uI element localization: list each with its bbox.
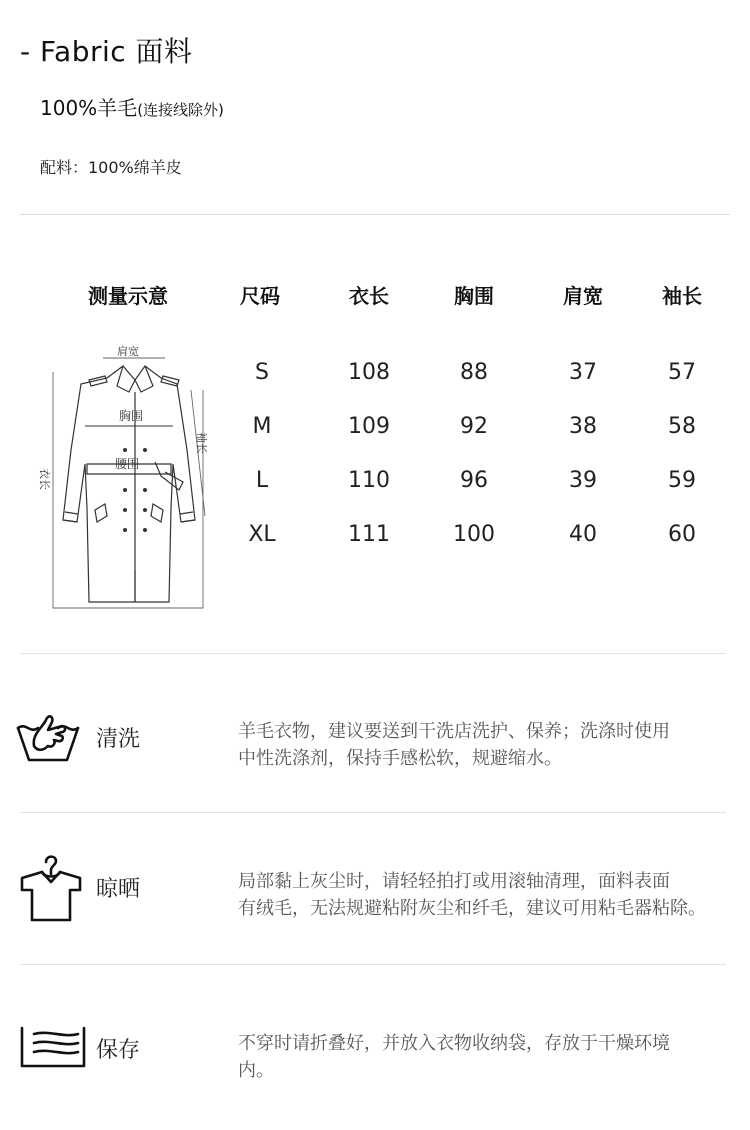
- diagram-label-waist: 腰围: [115, 457, 140, 471]
- divider: [20, 653, 726, 654]
- cell-length: 110: [348, 468, 390, 493]
- cell-size: S: [255, 360, 269, 385]
- cell-sleeve: 58: [668, 414, 696, 439]
- care-text-dry: [238, 868, 706, 922]
- header-measure: 测量示意: [88, 284, 168, 308]
- care-label-store: 保存: [96, 1038, 141, 1063]
- cell-length: 111: [348, 522, 390, 547]
- care-label-wash: 清洗: [96, 727, 141, 752]
- fabric-lining: 配料：100%绵羊皮: [40, 158, 182, 177]
- cell-chest: 100: [453, 522, 495, 547]
- fabric-title: - Fabric 面料: [20, 35, 193, 68]
- cell-chest: 96: [460, 468, 488, 493]
- care-label-dry: 晾晒: [96, 877, 141, 902]
- diagram-label-length: 衣长: [38, 468, 51, 490]
- fabric-main: [40, 92, 224, 121]
- coat-measurement-diagram: [38, 340, 220, 615]
- cell-shoulder: 38: [569, 414, 597, 439]
- cell-sleeve: 60: [668, 522, 696, 547]
- care-text-line: 不穿时请折叠好，并放入衣物收纳袋，存放于干燥环境: [238, 1033, 670, 1054]
- cell-chest: 88: [460, 360, 488, 385]
- divider: [20, 214, 730, 215]
- cell-sleeve: 57: [668, 360, 696, 385]
- care-text-line: 局部黏上灰尘时，请轻轻拍打或用滚轴清理，面料表面: [238, 871, 670, 892]
- cell-length: 108: [348, 360, 390, 385]
- cell-length: 109: [348, 414, 390, 439]
- header-size: 尺码: [240, 284, 280, 308]
- care-text-line: 内。: [238, 1060, 274, 1081]
- hand-wash-icon: [16, 708, 80, 764]
- diagram-label-sleeve: 袖长: [195, 432, 208, 454]
- fabric-main-text: 100%羊毛: [40, 96, 138, 120]
- cell-shoulder: 39: [569, 468, 597, 493]
- header-chest: 胸围: [454, 284, 494, 308]
- fabric-main-note: (连接线除外): [137, 101, 224, 119]
- care-text-line: 中性洗涤剂，保持手感松软，规避缩水。: [238, 748, 562, 769]
- cell-size: XL: [248, 522, 276, 547]
- care-text-wash: [238, 718, 670, 772]
- cell-chest: 92: [460, 414, 488, 439]
- care-text-store: [238, 1030, 670, 1084]
- diagram-label-chest: 胸围: [119, 409, 144, 423]
- diagram-label-shoulder: 肩宽: [117, 345, 139, 358]
- header-sleeve: 袖长: [662, 284, 702, 308]
- header-length: 衣长: [349, 284, 389, 308]
- header-shoulder: 肩宽: [563, 284, 603, 308]
- hang-dry-icon: [20, 852, 82, 922]
- divider: [20, 964, 726, 965]
- cell-shoulder: 37: [569, 360, 597, 385]
- care-text-line: 有绒毛，无法规避粘附灰尘和纤毛，建议可用粘毛器粘除。: [238, 898, 706, 919]
- storage-icon: [20, 1024, 86, 1070]
- cell-sleeve: 59: [668, 468, 696, 493]
- cell-size: M: [252, 414, 272, 439]
- divider: [20, 812, 726, 813]
- care-text-line: 羊毛衣物，建议要送到干洗店洗护、保养；洗涤时使用: [238, 721, 670, 742]
- cell-shoulder: 40: [569, 522, 597, 547]
- cell-size: L: [255, 468, 269, 493]
